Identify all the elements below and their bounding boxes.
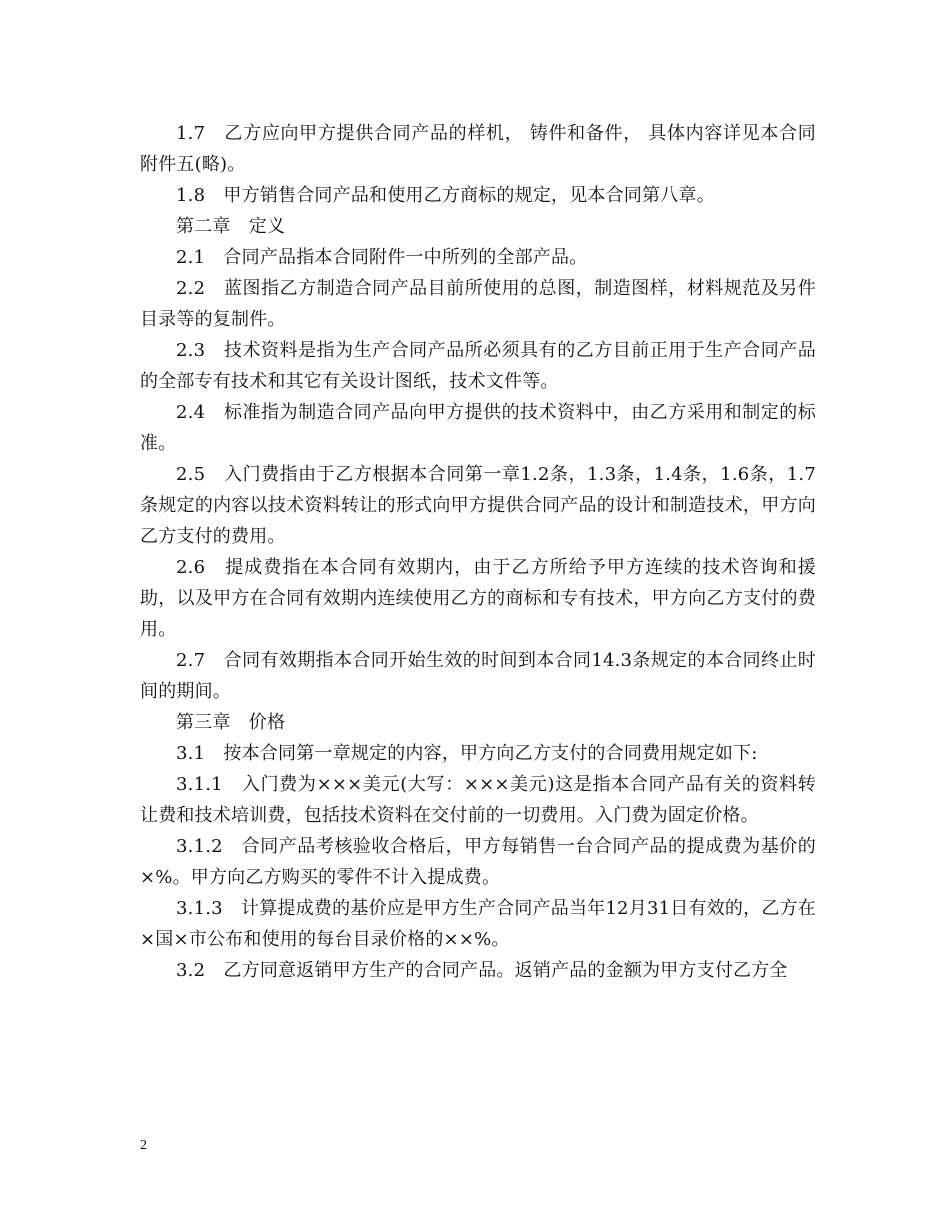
- document-body: [140, 118, 816, 986]
- clause-2-1: 2.1 合同产品指本合同附件一中所列的全部产品。: [176, 247, 588, 268]
- clause-2-2: 2.2 蓝图指乙方制造合同产品目前所使用的总图，制造图样，材料规范及另件目录等的复制件。: [140, 278, 816, 330]
- clause-2-4: 2.4 标准指为制造合同产品向甲方提供的技术资料中，由乙方采用和制定的标准。: [140, 402, 816, 454]
- clause-1-7: 1.7 乙方应向甲方提供合同产品的样机， 铸件和备件， 具体内容详见本合同附件五(略)。: [140, 123, 816, 175]
- clause-3-2: 3.2 乙方同意返销甲方生产的合同产品。返销产品的金额为甲方支付乙方全: [176, 960, 788, 981]
- clause-2-5: 2.5 入门费指由于乙方根据本合同第一章1.2条，1.3条，1.4条，1.6条，1.7条规定的内容以技术资料转让的形式向甲方提供合同产品的设计和制造技术，甲方向乙方支付的费用。: [140, 464, 816, 547]
- clause-3-1-2: 3.1.2 合同产品考核验收合格后，甲方每销售一台合同产品的提成费为基价的×%。甲方向乙方购买的零件不计入提成费。: [140, 836, 816, 888]
- clause-3-1-1: 3.1.1 入门费为×××美元(大写：×××美元)这是指本合同产品有关的资料转让费和技术培训费，包括技术资料在交付前的一切费用。入门费为固定价格。: [140, 774, 816, 826]
- chapter-2-heading: 第二章 定义: [176, 216, 286, 237]
- clause-1-8: 1.8 甲方销售合同产品和使用乙方商标的规定，见本合同第八章。: [176, 185, 715, 206]
- clause-2-3: 2.3 技术资料是指为生产合同产品所必须具有的乙方目前正用于生产合同产品的全部专有技术和其它有关设计图纸，技术文件等。: [140, 340, 816, 392]
- clause-2-6: 2.6 提成费指在本合同有效期内，由于乙方所给予甲方连续的技术咨询和援助，以及甲方在合同有效期内连续使用乙方的商标和专有技术，甲方向乙方支付的费用。: [140, 557, 816, 640]
- chapter-3-heading: 第三章 价格: [176, 712, 286, 733]
- clause-2-7: 2.7 合同有效期指本合同开始生效的时间到本合同14.3条规定的本合同终止时间的期间。: [140, 650, 816, 702]
- clause-3-1-3: 3.1.3 计算提成费的基价应是甲方生产合同产品当年12月31日有效的，乙方在×国×市公布和使用的每台目录价格的××%。: [140, 898, 816, 950]
- clause-3-1: 3.1 按本合同第一章规定的内容，甲方向乙方支付的合同费用规定如下:: [176, 743, 758, 764]
- page-number: 2: [140, 1138, 147, 1153]
